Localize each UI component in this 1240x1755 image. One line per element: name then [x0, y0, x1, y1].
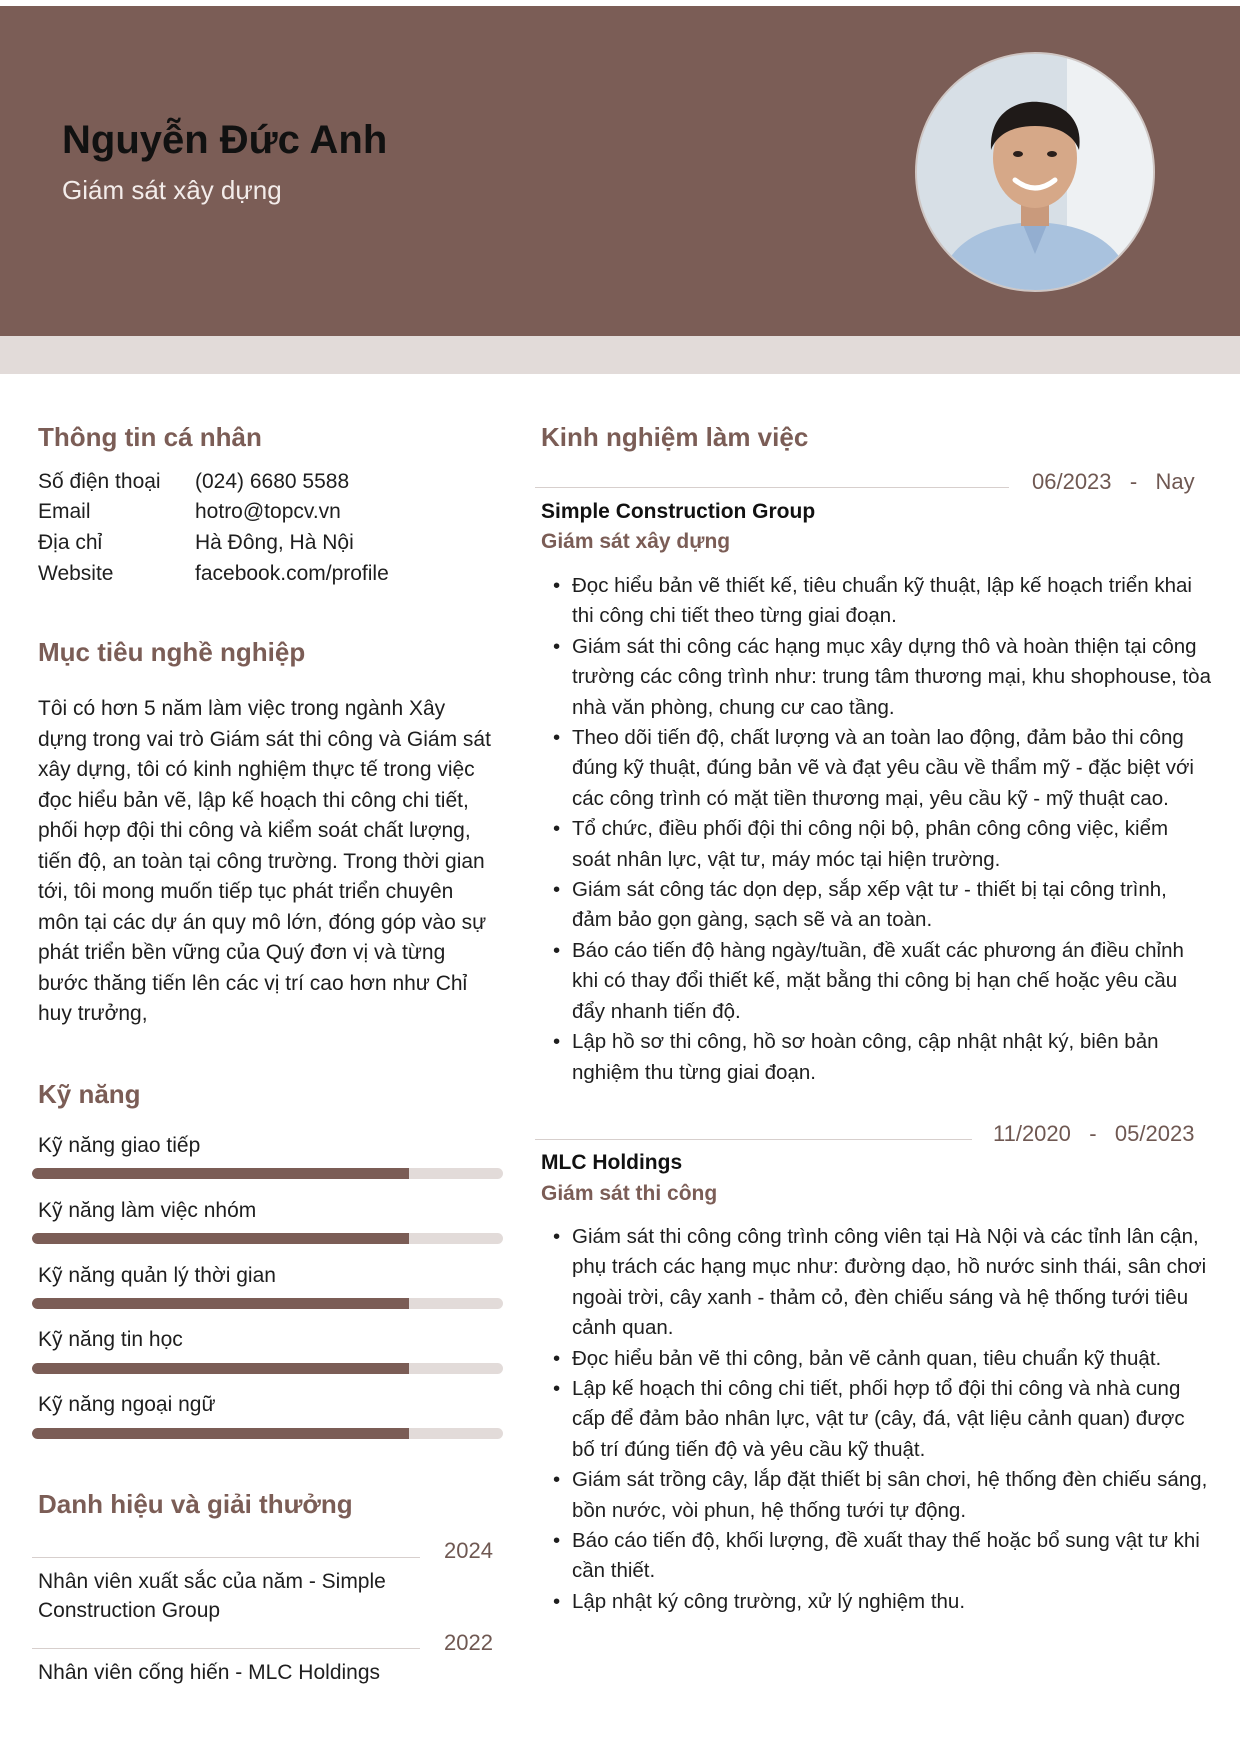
skill-label: Kỹ năng ngoại ngữ — [38, 1393, 216, 1416]
personal-info-title: Thông tin cá nhân — [38, 422, 262, 452]
skill-bar-fill — [32, 1363, 409, 1374]
award-year: 2022 — [444, 1630, 493, 1655]
job-bullets — [541, 571, 1211, 1088]
skill-bar-fill — [32, 1428, 409, 1439]
skills-title: Kỹ năng — [38, 1079, 141, 1109]
job-bullet: • Đọc hiểu bản vẽ thi công, bản vẽ cảnh quan, tiêu chuẩn kỹ thuật. — [541, 1344, 1211, 1374]
skill-label: Kỹ năng quản lý thời gian — [38, 1264, 276, 1287]
job-bullet: • Giám sát thi công các hạng mục xây dựng thô và hoàn thiện tại công trường các công trình như: trung tâm thương mại, khu shophouse, tòa nhà văn phòng, chung cư cao tầng. — [541, 632, 1211, 723]
info-label: Website — [38, 562, 114, 585]
job-bullet: • Giám sát thi công công trình công viên tại Hà Nội và các tỉnh lân cận, phụ trách các hạng mục như: đường dạo, hồ nước sinh thái, sân chơi ngoài trời, cây xanh - thảm cỏ, đèn chiếu sáng và hệ thống tưới tiêu cảnh quan. — [541, 1222, 1211, 1344]
info-value: hotro@topcv.vn — [195, 500, 341, 523]
job-bullet: • Báo cáo tiến độ hàng ngày/tuần, đề xuất các phương án điều chỉnh khi có thay đổi thiết kế, mặt bằng thi công bị hạn chế hoặc yêu cầu đẩy nhanh tiến độ. — [541, 936, 1211, 1027]
job-divider — [535, 1139, 972, 1140]
skill-bar — [32, 1298, 503, 1309]
skill-bar — [32, 1428, 503, 1439]
job-start: 06/2023 — [1032, 469, 1112, 494]
job-bullets — [541, 1222, 1211, 1617]
job-date — [993, 1121, 1194, 1147]
skill-bar-fill — [32, 1168, 409, 1179]
skill-bar-fill — [32, 1298, 409, 1309]
job-role: Giám sát xây dựng — [541, 530, 731, 553]
job-start: 11/2020 — [993, 1121, 1071, 1146]
job-company: Simple Construction Group — [541, 500, 816, 523]
skill-label: Kỹ năng tin học — [38, 1328, 183, 1351]
award-divider — [32, 1648, 420, 1649]
job-bullet: • Đọc hiểu bản vẽ thiết kế, tiêu chuẩn kỹ thuật, lập kế hoạch triển khai thi công chi tiết theo từng giai đoạn. — [541, 571, 1211, 632]
job-bullet: • Lập nhật ký công trường, xử lý nghiệm thu. — [541, 1587, 1211, 1617]
skill-label: Kỹ năng làm việc nhóm — [38, 1199, 257, 1222]
job-end: 05/2023 — [1114, 1121, 1195, 1146]
info-row-email — [38, 500, 341, 524]
skill-label: Kỹ năng giao tiếp — [38, 1134, 201, 1157]
info-row-address — [38, 531, 354, 555]
objective-text: Tôi có hơn 5 năm làm việc trong ngành Xây dựng trong vai trò Giám sát thi công và Giám sát xây dựng, tôi có kinh nghiệm thực tế trong việc đọc hiểu bản vẽ, lập kế hoạch thi công chi tiết, phối hợp đội thi công và kiểm soát chất lượng, tiến độ, an toàn tại công trường. Trong thời gian tới, tôi mong muốn tiếp tục phát triển chuyên môn tại các dự án quy mô lớn, đóng góp vào sự phát triển bền vững của Quý đơn vị và từng bước thăng tiến lên các vị trí cao hơn như Chỉ huy trưởng, — [38, 697, 491, 1025]
job-company: MLC Holdings — [541, 1151, 683, 1174]
info-value: Hà Đông, Hà Nội — [195, 531, 354, 554]
job-bullet: • Lập hồ sơ thi công, hồ sơ hoàn công, cập nhật nhật ký, biên bản nghiệm thu từng giai đoạn. — [541, 1027, 1211, 1088]
job-bullet: • Giám sát trồng cây, lắp đặt thiết bị sân chơi, hệ thống đèn chiếu sáng, bồn nước, vòi phun, hệ thống tưới tự động. — [541, 1465, 1211, 1526]
candidate-role: Giám sát xây dựng — [62, 175, 282, 205]
info-label: Email — [38, 500, 91, 523]
job-divider — [535, 487, 1009, 488]
job-date-sep: - — [1089, 1121, 1097, 1146]
award-divider — [32, 1557, 420, 1558]
profile-photo — [915, 52, 1155, 292]
info-value: (024) 6680 5588 — [195, 470, 350, 493]
experience-title: Kinh nghiệm làm việc — [541, 422, 809, 452]
award-text: Nhân viên cống hiến - MLC Holdings — [38, 1661, 381, 1684]
info-label: Địa chỉ — [38, 531, 103, 554]
info-label: Số điện thoại — [38, 470, 161, 493]
job-bullet: • Theo dõi tiến độ, chất lượng và an toàn lao động, đảm bảo thi công đúng kỹ thuật, đúng bản vẽ và đạt yêu cầu về thẩm mỹ - đặc biệt với các công trình có mặt tiền thương mại, yêu cầu kỹ - mỹ thuật cao. — [541, 723, 1211, 814]
skill-bar — [32, 1168, 503, 1179]
awards-title: Danh hiệu và giải thưởng — [38, 1489, 353, 1519]
skill-bar — [32, 1363, 503, 1374]
objective-title: Mục tiêu nghề nghiệp — [38, 637, 306, 667]
skill-bar — [32, 1233, 503, 1244]
job-end: Nay — [1155, 469, 1195, 494]
info-row-website — [38, 562, 389, 586]
job-role: Giám sát thi công — [541, 1182, 718, 1205]
job-date — [1032, 469, 1195, 495]
info-value: facebook.com/profile — [195, 562, 389, 585]
job-bullet: • Lập kế hoạch thi công chi tiết, phối hợp tổ đội thi công và nhà cung cấp để đảm bảo nhân lực, vật tư (cây, đá, vật liệu cảnh quan) được bố trí đúng tiến độ và yêu cầu kỹ thuật. — [541, 1374, 1211, 1465]
job-date-sep: - — [1129, 469, 1138, 494]
person-icon — [917, 54, 1153, 290]
job-bullet: • Tổ chức, điều phối đội thi công nội bộ, phân công công việc, kiểm soát nhân lực, vật tư, máy móc tại hiện trường. — [541, 814, 1211, 875]
candidate-name: Nguyễn Đức Anh — [62, 118, 388, 162]
job-bullet: • Báo cáo tiến độ, khối lượng, đề xuất thay thế hoặc bổ sung vật tư khi cần thiết. — [541, 1526, 1211, 1587]
award-year: 2024 — [444, 1538, 493, 1563]
info-row-phone — [38, 470, 349, 494]
award-text: Nhân viên xuất sắc của năm - Simple Construction Group — [38, 1570, 386, 1622]
skill-bar-fill — [32, 1233, 409, 1244]
job-bullet: • Giám sát công tác dọn dẹp, sắp xếp vật tư - thiết bị tại công trình, đảm bảo gọn gàng, sạch sẽ và an toàn. — [541, 875, 1211, 936]
header-band — [0, 336, 1240, 374]
